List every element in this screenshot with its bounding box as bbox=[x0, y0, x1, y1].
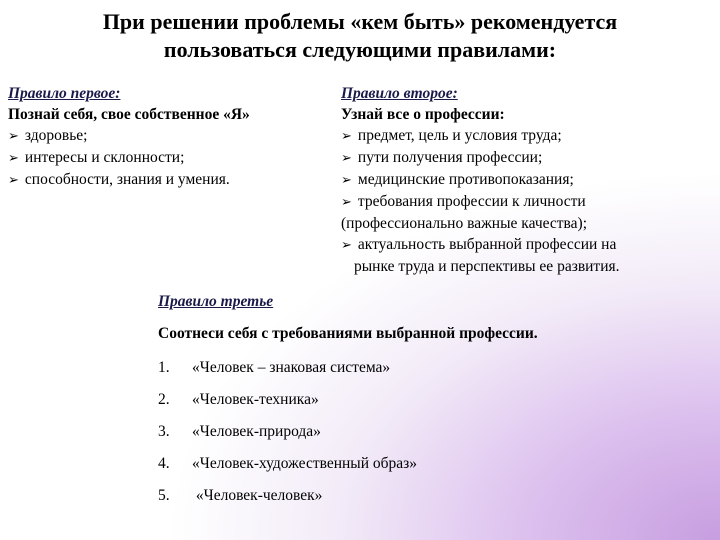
list-item bbox=[158, 389, 698, 421]
rule-one-subhead: Познай себя, свое собственное «Я» bbox=[8, 106, 250, 123]
profession-types-list bbox=[158, 357, 698, 517]
list-item: ➢ способности, знания и умения. bbox=[8, 171, 230, 188]
arrow-bullet-icon: ➢ bbox=[341, 129, 352, 144]
arrow-bullet-icon: ➢ bbox=[8, 151, 19, 166]
list-item-text: «Человек-техника» bbox=[192, 391, 319, 408]
list-item-text: «Человек-художественный образ» bbox=[192, 455, 418, 472]
list-item bbox=[158, 453, 698, 485]
rule-three-block bbox=[158, 293, 698, 517]
list-item: ➢ здоровье; bbox=[8, 127, 88, 144]
page-title: При решении проблемы «кем быть» рекомендуется пользоваться следующими правилами: bbox=[102, 9, 618, 62]
arrow-bullet-icon: ➢ bbox=[341, 173, 352, 188]
list-item-text: «Человек – знаковая система» bbox=[192, 359, 391, 376]
arrow-bullet-icon: ➢ bbox=[8, 129, 19, 144]
list-item-continuation: рынке труда и перспективы ее развития. bbox=[354, 258, 620, 275]
rule-three-heading: Правило третье bbox=[158, 293, 274, 310]
list-item bbox=[158, 357, 698, 389]
arrow-bullet-icon: ➢ bbox=[341, 151, 352, 166]
list-number: 3. bbox=[158, 423, 170, 440]
arrow-bullet-icon: ➢ bbox=[8, 173, 19, 188]
list-item bbox=[158, 421, 698, 453]
list-item: ➢ пути получения профессии; bbox=[341, 149, 543, 166]
list-item-text: «Человек-человек» bbox=[192, 487, 323, 504]
list-number: 2. bbox=[158, 391, 170, 408]
rule-two-subhead: Узнай все о профессии: bbox=[341, 106, 505, 123]
list-item: ➢ интересы и склонности; bbox=[8, 149, 185, 166]
rule-one-heading: Правило первое: bbox=[8, 85, 121, 102]
rule-three-subhead: Соотнеси себя с требованиями выбранной профессии. bbox=[158, 325, 538, 342]
list-item bbox=[158, 485, 698, 517]
list-item-continuation: (профессионально важные качества); bbox=[341, 215, 588, 232]
list-item: ➢ предмет, цель и условия труда; bbox=[341, 127, 562, 144]
list-number: 4. bbox=[158, 455, 170, 472]
list-item: ➢ медицинские противопоказания; bbox=[341, 171, 574, 188]
arrow-bullet-icon: ➢ bbox=[341, 238, 352, 253]
rule-two-block bbox=[341, 83, 716, 277]
rule-two-heading: Правило второе: bbox=[341, 85, 458, 102]
list-item-text: «Человек-природа» bbox=[192, 423, 321, 440]
list-item: ➢ актуальность выбранной профессии на bbox=[341, 236, 617, 253]
rule-one-block bbox=[8, 83, 328, 191]
arrow-bullet-icon: ➢ bbox=[341, 195, 352, 210]
list-item: ➢ требования профессии к личности bbox=[341, 193, 586, 210]
list-number: 5. bbox=[158, 487, 170, 504]
list-number: 1. bbox=[158, 359, 170, 376]
